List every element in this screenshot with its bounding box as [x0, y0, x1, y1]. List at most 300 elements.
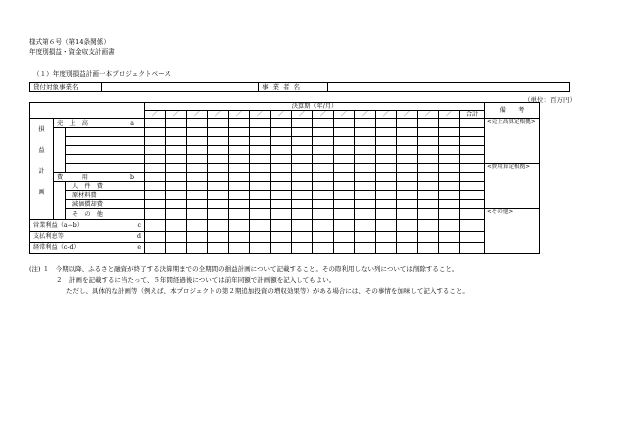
value-cell[interactable]: [376, 137, 397, 146]
remarks-note: <費用算定根拠>: [487, 164, 530, 170]
value-cell[interactable]: [460, 231, 485, 242]
value-cell[interactable]: [313, 137, 334, 146]
period-cell[interactable]: ／: [208, 111, 229, 119]
table-row: [30, 173, 540, 182]
value-cell[interactable]: [355, 209, 376, 220]
period-cell[interactable]: ／: [313, 111, 334, 119]
value-cell[interactable]: [292, 146, 313, 155]
row-label: [66, 128, 145, 137]
side-label-char: 益: [38, 147, 45, 154]
value-cell[interactable]: [208, 173, 229, 182]
value-cell[interactable]: [271, 137, 292, 146]
value-cell[interactable]: [187, 173, 208, 182]
value-cell[interactable]: [397, 231, 418, 242]
value-cell[interactable]: [208, 119, 229, 128]
project-name-field[interactable]: [102, 83, 259, 91]
value-cell[interactable]: [166, 191, 187, 200]
row-code: b: [130, 173, 134, 181]
table-row: [30, 128, 540, 137]
value-cell[interactable]: [334, 155, 355, 164]
value-cell[interactable]: [271, 200, 292, 209]
value-cell[interactable]: [250, 182, 271, 191]
value-cell[interactable]: [271, 128, 292, 137]
value-cell[interactable]: [271, 146, 292, 155]
period-cell[interactable]: ／: [439, 111, 460, 119]
value-cell[interactable]: [355, 173, 376, 182]
value-cell[interactable]: [313, 146, 334, 155]
value-cell[interactable]: [250, 191, 271, 200]
row-label-text: 費 用: [57, 173, 88, 181]
value-cell[interactable]: [166, 231, 187, 242]
value-cell[interactable]: [376, 164, 397, 173]
value-cell[interactable]: [145, 155, 166, 164]
value-cell[interactable]: [355, 182, 376, 191]
value-cell[interactable]: [376, 173, 397, 182]
value-cell[interactable]: [292, 242, 313, 253]
value-cell[interactable]: [145, 200, 166, 209]
value-cell[interactable]: [376, 200, 397, 209]
value-cell[interactable]: [397, 191, 418, 200]
value-cell[interactable]: [166, 155, 187, 164]
value-cell[interactable]: [166, 119, 187, 128]
value-cell[interactable]: [271, 209, 292, 220]
value-cell[interactable]: [355, 164, 376, 173]
period-cell[interactable]: ／: [145, 111, 166, 119]
indent-cell: [54, 209, 66, 220]
indent-cell: [54, 128, 66, 137]
row-label: 原材料費: [66, 191, 145, 200]
table-row: [30, 137, 540, 146]
row-label-text: 売 上 高: [57, 119, 88, 127]
value-cell[interactable]: [208, 242, 229, 253]
table-row: [30, 119, 540, 128]
value-cell[interactable]: [334, 146, 355, 155]
value-cell[interactable]: [313, 220, 334, 231]
value-cell[interactable]: [418, 220, 439, 231]
value-cell[interactable]: [208, 146, 229, 155]
value-cell[interactable]: [355, 137, 376, 146]
value-cell[interactable]: [250, 119, 271, 128]
indent-cell: [54, 137, 66, 146]
value-cell[interactable]: [271, 231, 292, 242]
period-cell[interactable]: ／: [229, 111, 250, 119]
section-title: （１）年度別損益計画一本プロジェクトベース: [33, 70, 172, 78]
value-cell[interactable]: [313, 182, 334, 191]
value-cell[interactable]: [355, 231, 376, 242]
value-cell[interactable]: [250, 146, 271, 155]
value-cell[interactable]: [313, 119, 334, 128]
value-cell[interactable]: [271, 242, 292, 253]
value-cell[interactable]: [376, 155, 397, 164]
value-cell[interactable]: [145, 231, 166, 242]
value-cell[interactable]: [292, 191, 313, 200]
value-cell[interactable]: [376, 119, 397, 128]
value-cell[interactable]: [460, 173, 485, 182]
value-cell[interactable]: [397, 164, 418, 173]
value-cell[interactable]: [334, 173, 355, 182]
value-cell[interactable]: [292, 137, 313, 146]
value-cell[interactable]: [460, 191, 485, 200]
value-cell[interactable]: [397, 200, 418, 209]
value-cell[interactable]: [418, 137, 439, 146]
value-cell[interactable]: [355, 155, 376, 164]
value-cell[interactable]: [334, 164, 355, 173]
value-cell[interactable]: [229, 209, 250, 220]
value-cell[interactable]: [418, 119, 439, 128]
row-code: a: [130, 119, 134, 127]
profit-plan-table: [29, 102, 540, 254]
period-cell[interactable]: ／: [250, 111, 271, 119]
value-cell[interactable]: [376, 242, 397, 253]
value-cell[interactable]: [229, 200, 250, 209]
value-cell[interactable]: [313, 231, 334, 242]
value-cell[interactable]: [229, 155, 250, 164]
value-cell[interactable]: [229, 119, 250, 128]
value-cell[interactable]: [376, 191, 397, 200]
value-cell[interactable]: [187, 155, 208, 164]
value-cell[interactable]: [229, 128, 250, 137]
row-label: [30, 220, 145, 231]
value-cell[interactable]: [271, 182, 292, 191]
value-cell[interactable]: [418, 146, 439, 155]
value-cell[interactable]: [166, 220, 187, 231]
value-cell[interactable]: [208, 200, 229, 209]
value-cell[interactable]: [166, 182, 187, 191]
row-label: [66, 137, 145, 146]
table-row: [30, 209, 540, 220]
value-cell[interactable]: [439, 164, 460, 173]
value-cell[interactable]: [271, 173, 292, 182]
value-cell[interactable]: [208, 164, 229, 173]
value-cell[interactable]: [145, 119, 166, 128]
value-cell[interactable]: [439, 146, 460, 155]
value-cell[interactable]: [166, 209, 187, 220]
value-cell[interactable]: [397, 182, 418, 191]
value-cell[interactable]: [208, 191, 229, 200]
value-cell[interactable]: [208, 220, 229, 231]
value-cell[interactable]: [376, 146, 397, 155]
value-cell[interactable]: [355, 128, 376, 137]
value-cell[interactable]: [439, 209, 460, 220]
value-cell[interactable]: [271, 191, 292, 200]
value-cell[interactable]: [229, 182, 250, 191]
value-cell[interactable]: [376, 209, 397, 220]
value-cell[interactable]: [271, 220, 292, 231]
value-cell[interactable]: [460, 155, 485, 164]
value-cell[interactable]: [292, 220, 313, 231]
value-cell[interactable]: [313, 155, 334, 164]
value-cell[interactable]: [166, 146, 187, 155]
value-cell[interactable]: [166, 164, 187, 173]
value-cell[interactable]: [418, 231, 439, 242]
value-cell[interactable]: [418, 128, 439, 137]
side-label-char: 損: [38, 126, 45, 133]
value-cell[interactable]: [292, 128, 313, 137]
value-cell[interactable]: [334, 128, 355, 137]
value-cell[interactable]: [397, 119, 418, 128]
value-cell[interactable]: [397, 146, 418, 155]
value-cell[interactable]: [460, 128, 485, 137]
value-cell[interactable]: [460, 209, 485, 220]
value-cell[interactable]: [187, 146, 208, 155]
period-cell[interactable]: ／: [418, 111, 439, 119]
remarks-note: <その他>: [487, 209, 514, 215]
value-cell[interactable]: [145, 242, 166, 253]
value-cell[interactable]: [460, 200, 485, 209]
row-label-text: 営業利益（a−b）: [33, 221, 83, 229]
value-cell[interactable]: [145, 191, 166, 200]
row-code: c: [137, 221, 141, 229]
value-cell[interactable]: [145, 182, 166, 191]
table-row: [30, 164, 540, 173]
value-cell[interactable]: [460, 182, 485, 191]
value-cell[interactable]: [166, 128, 187, 137]
row-label: 人 件 費: [66, 182, 145, 191]
period-cell[interactable]: ／: [292, 111, 313, 119]
value-cell[interactable]: [145, 164, 166, 173]
remarks-note: <売上高算定根拠>: [487, 119, 536, 125]
value-cell[interactable]: [145, 220, 166, 231]
value-cell[interactable]: [229, 231, 250, 242]
value-cell[interactable]: [439, 231, 460, 242]
value-cell[interactable]: [439, 200, 460, 209]
value-cell[interactable]: [229, 164, 250, 173]
value-cell[interactable]: [313, 173, 334, 182]
value-cell[interactable]: [250, 155, 271, 164]
indent-cell: [54, 182, 66, 191]
value-cell[interactable]: [292, 164, 313, 173]
value-cell[interactable]: [208, 155, 229, 164]
value-cell[interactable]: [250, 200, 271, 209]
value-cell[interactable]: [271, 155, 292, 164]
value-cell[interactable]: [250, 231, 271, 242]
value-cell[interactable]: [418, 155, 439, 164]
period-cell[interactable]: ／: [334, 111, 355, 119]
value-cell[interactable]: [292, 119, 313, 128]
row-label: [54, 119, 145, 128]
value-cell[interactable]: [418, 182, 439, 191]
value-cell[interactable]: [439, 128, 460, 137]
value-cell[interactable]: [250, 164, 271, 173]
unit-label: （単位：百万円）: [524, 96, 576, 104]
value-cell[interactable]: [229, 173, 250, 182]
form-number: 様式第６号（第14条関係）: [29, 38, 110, 46]
value-cell[interactable]: [292, 209, 313, 220]
value-cell[interactable]: [397, 155, 418, 164]
value-cell[interactable]: [313, 164, 334, 173]
value-cell[interactable]: [250, 209, 271, 220]
value-cell[interactable]: [145, 209, 166, 220]
value-cell[interactable]: [334, 242, 355, 253]
remarks-cell[interactable]: [485, 209, 540, 254]
value-cell[interactable]: [208, 128, 229, 137]
period-cell[interactable]: ／: [271, 111, 292, 119]
value-cell[interactable]: [208, 209, 229, 220]
value-cell[interactable]: [271, 164, 292, 173]
remarks-header: 備 考: [485, 103, 540, 119]
row-label: [66, 155, 145, 164]
value-cell[interactable]: [187, 191, 208, 200]
value-cell[interactable]: [355, 200, 376, 209]
value-cell[interactable]: [439, 182, 460, 191]
value-cell[interactable]: [334, 191, 355, 200]
value-cell[interactable]: [229, 191, 250, 200]
row-label-text: 経常利益（c-d）: [33, 244, 80, 252]
blank-header-cell: [30, 111, 145, 119]
value-cell[interactable]: [229, 220, 250, 231]
project-name-label: 貸付対象事業名: [30, 83, 102, 91]
period-cell[interactable]: ／: [376, 111, 397, 119]
value-cell[interactable]: [250, 173, 271, 182]
value-cell[interactable]: [313, 209, 334, 220]
value-cell[interactable]: [397, 242, 418, 253]
value-cell[interactable]: [460, 119, 485, 128]
value-cell[interactable]: [313, 200, 334, 209]
row-label-text: 支払利息等: [33, 233, 64, 241]
value-cell[interactable]: [187, 200, 208, 209]
period-cell[interactable]: ／: [166, 111, 187, 119]
value-cell[interactable]: [334, 231, 355, 242]
value-cell[interactable]: [397, 209, 418, 220]
value-cell[interactable]: [334, 119, 355, 128]
value-cell[interactable]: [334, 200, 355, 209]
indent-cell: [54, 164, 66, 173]
value-cell[interactable]: [166, 137, 187, 146]
value-cell[interactable]: [187, 137, 208, 146]
value-cell[interactable]: [439, 155, 460, 164]
value-cell[interactable]: [187, 209, 208, 220]
value-cell[interactable]: [250, 128, 271, 137]
value-cell[interactable]: [250, 137, 271, 146]
row-label: [30, 242, 145, 253]
value-cell[interactable]: [166, 200, 187, 209]
value-cell[interactable]: [229, 242, 250, 253]
value-cell[interactable]: [460, 220, 485, 231]
value-cell[interactable]: [313, 191, 334, 200]
value-cell[interactable]: [355, 242, 376, 253]
value-cell[interactable]: [187, 231, 208, 242]
row-label: [30, 231, 145, 242]
value-cell[interactable]: [187, 242, 208, 253]
table-row: [30, 146, 540, 155]
value-cell[interactable]: [397, 128, 418, 137]
value-cell[interactable]: [397, 220, 418, 231]
indent-cell: [54, 155, 66, 164]
value-cell[interactable]: [355, 119, 376, 128]
value-cell[interactable]: [439, 191, 460, 200]
value-cell[interactable]: [418, 191, 439, 200]
table-row: [30, 182, 540, 191]
value-cell[interactable]: [376, 128, 397, 137]
remarks-cell[interactable]: [485, 119, 540, 164]
value-cell[interactable]: [313, 128, 334, 137]
table-row: [30, 242, 540, 253]
value-cell[interactable]: [208, 182, 229, 191]
value-cell[interactable]: [292, 173, 313, 182]
value-cell[interactable]: [334, 220, 355, 231]
value-cell[interactable]: [145, 137, 166, 146]
value-cell[interactable]: [418, 200, 439, 209]
table-row: [30, 220, 540, 231]
value-cell[interactable]: [292, 200, 313, 209]
value-cell[interactable]: [397, 173, 418, 182]
value-cell[interactable]: [292, 182, 313, 191]
value-cell[interactable]: [334, 182, 355, 191]
document-title: 年度別損益・資金収支計画書: [29, 48, 115, 56]
row-label: 減価償却費: [66, 200, 145, 209]
value-cell[interactable]: [145, 146, 166, 155]
value-cell[interactable]: [418, 209, 439, 220]
value-cell[interactable]: [376, 220, 397, 231]
value-cell[interactable]: [187, 164, 208, 173]
period-cell[interactable]: ／: [355, 111, 376, 119]
value-cell[interactable]: [460, 146, 485, 155]
value-cell[interactable]: [313, 242, 334, 253]
value-cell[interactable]: [439, 173, 460, 182]
value-cell[interactable]: [166, 242, 187, 253]
value-cell[interactable]: [397, 137, 418, 146]
value-cell[interactable]: [229, 137, 250, 146]
value-cell[interactable]: [187, 220, 208, 231]
value-cell[interactable]: [355, 220, 376, 231]
period-cell[interactable]: ／: [187, 111, 208, 119]
value-cell[interactable]: [334, 137, 355, 146]
value-cell[interactable]: [292, 231, 313, 242]
value-cell[interactable]: [208, 231, 229, 242]
value-cell[interactable]: [439, 119, 460, 128]
value-cell[interactable]: [460, 164, 485, 173]
value-cell[interactable]: [208, 137, 229, 146]
header-row: [30, 103, 540, 111]
value-cell[interactable]: [355, 146, 376, 155]
row-label: [54, 173, 145, 182]
value-cell[interactable]: [439, 242, 460, 253]
period-cell[interactable]: ／: [397, 111, 418, 119]
value-cell[interactable]: [376, 231, 397, 242]
remarks-cell[interactable]: [485, 164, 540, 209]
value-cell[interactable]: [355, 191, 376, 200]
value-cell[interactable]: [376, 182, 397, 191]
value-cell[interactable]: [418, 242, 439, 253]
value-cell[interactable]: [250, 242, 271, 253]
value-cell[interactable]: [187, 128, 208, 137]
value-cell[interactable]: [460, 137, 485, 146]
table-row: [30, 200, 540, 209]
value-cell[interactable]: [166, 173, 187, 182]
value-cell[interactable]: [145, 173, 166, 182]
operator-field[interactable]: [328, 83, 569, 91]
table-row: [30, 191, 540, 200]
value-cell[interactable]: [250, 220, 271, 231]
value-cell[interactable]: [292, 155, 313, 164]
value-cell[interactable]: [439, 137, 460, 146]
row-code: d: [137, 233, 141, 241]
value-cell[interactable]: [334, 209, 355, 220]
value-cell[interactable]: [439, 220, 460, 231]
value-cell[interactable]: [145, 128, 166, 137]
value-cell[interactable]: [418, 164, 439, 173]
total-header: 合計: [460, 111, 485, 119]
value-cell[interactable]: [418, 173, 439, 182]
blank-header-cell: [30, 103, 145, 111]
table-row: [30, 155, 540, 164]
value-cell[interactable]: [271, 119, 292, 128]
operator-label: 事業者名: [259, 83, 328, 91]
value-cell[interactable]: [187, 182, 208, 191]
value-cell[interactable]: [460, 242, 485, 253]
value-cell[interactable]: [229, 146, 250, 155]
value-cell[interactable]: [187, 119, 208, 128]
